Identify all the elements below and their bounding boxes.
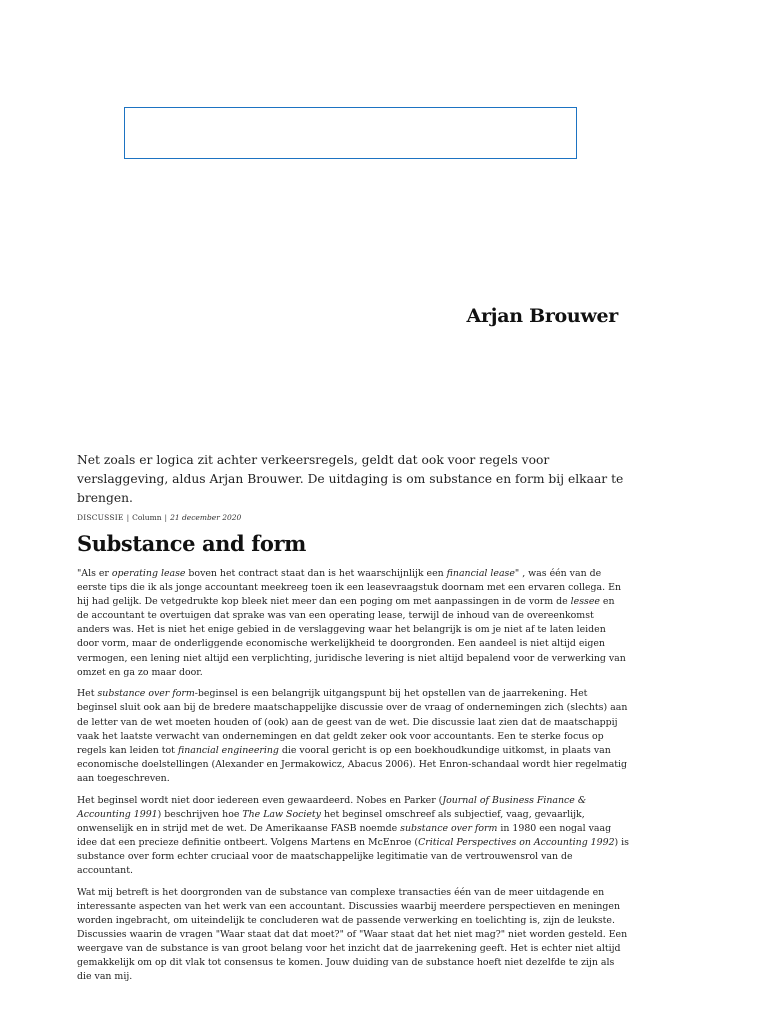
paragraph-text: ) beschrijven hoe <box>157 808 243 820</box>
paragraph-text: het beginsel omschreef als subjectief, vaag, gevaarlijk, onwenselijk en in strijd met de wet. De Amerikaanse FASB noemde <box>77 808 585 834</box>
author-name: Arjan Brouwer <box>466 305 618 327</box>
paragraph-text: " , was één van de eerste tips die ik als jonge accountant meekreeg toen ik een leasevraagstuk doornam met een ervaren collega. En hij had gelijk. De vetgedrukte kop bleek niet meer dan een poging om met aanpassingen in de vorm de <box>77 568 621 608</box>
article-body <box>77 567 629 992</box>
meta-separator: | <box>164 513 168 522</box>
italic-text: The Law Society <box>242 808 321 820</box>
category-label[interactable]: DISCUSSIE <box>77 513 124 522</box>
paragraph-text: "Als er <box>77 568 112 579</box>
article-paragraph <box>77 687 629 786</box>
ad-placeholder-box <box>124 107 577 159</box>
article-paragraph <box>77 886 629 985</box>
paragraph-text: en de accountant te overtuigen dat sprake was van een operating lease, terwijl de inhoud van de overeenkomst anders was. Het is niet het enige gebied in de verslaggeving waar het belangrijk is om je niet af te laten leiden door vorm, maar de onderliggende economische werkelijkheid te doorgronden. Een aandeel is niet altijd eigen vermogen, een lening niet altijd een verplichting, juridische levering is niet altijd bepalend voor de verwerking van omzet en ga zo maar door. <box>77 596 626 678</box>
italic-text: operating lease <box>111 568 186 579</box>
italic-text: financial engineering <box>177 744 279 756</box>
paragraph-text: Het beginsel wordt niet door iedereen even gewaardeerd. Nobes en Parker ( <box>77 794 443 806</box>
italic-text: lessee <box>570 596 600 608</box>
meta-separator: | <box>126 513 130 522</box>
paragraph-text: ) is substance over form echter cruciaal voor de maatschappelijke legitimatie van de vertrouwensrol van de accountant. <box>77 836 629 877</box>
article-title: Substance and form <box>77 531 306 556</box>
italic-text: substance over form <box>400 822 498 834</box>
italic-text: substance over form <box>97 688 195 700</box>
article-paragraph <box>77 794 629 879</box>
publish-date: 21 december 2020 <box>170 513 242 522</box>
paragraph-text: Het <box>77 688 98 700</box>
paragraph-text: Wat mij betreft is het doorgronden van de substance van complexe transacties één van de meer uitdagende en interessante aspecten van het werk van een accountant. Discussies waarbij meerdere perspectieven en meningen worden ingebracht, om uiteindelijk te concluderen wat de passende verwerking en toelichting is, zijn de leukste. Discussies waarin de vragen "Waar staat dat dat moet?" of "Waar staat dat het niet mag?" niet worden gesteld. Een weergave van de substance is van groot belang voor het inzicht dat de jaarrekening geeft. Het is echter niet altijd gemakkelijk om op dit vlak tot consensus te komen. Jouw duiding van de substance hoeft niet dezelfde te zijn als die van mij. <box>77 886 628 983</box>
italic-text: Journal of Business Finance & Accounting 1991 <box>77 794 587 820</box>
article-meta <box>77 513 241 522</box>
article-paragraph <box>77 567 629 680</box>
article-type[interactable]: Column <box>132 513 162 522</box>
paragraph-text: -beginsel is een belangrijk uitgangspunt bij het opstellen van de jaarrekening. Het beginsel sluit ook aan bij de bredere maatschappelijke discussie over de vraag of ondernemingen zich (slechts) aan de letter van de wet moeten houden of (ook) aan de geest van de wet. Die discussie laat zien dat de maatschappij vaak het laatste verwacht van ondernemingen en dat geldt zeker ook voor accountants. Een te sterke focus op regels kan leiden tot <box>77 688 628 756</box>
article-intro: Net zoals er logica zit achter verkeersregels, geldt dat ook voor regels voor verslaggeving, aldus Arjan Brouwer. De uitdaging is om substance en form bij elkaar te brengen. <box>77 453 624 505</box>
italic-text: financial lease <box>446 568 515 579</box>
paragraph-text: boven het contract staat dan is het waarschijnlijk een <box>185 568 447 579</box>
paragraph-text: in 1980 een nogal vaag idee dat een precieze definitie ontbeert. Volgens Martens en McEnroe ( <box>77 822 612 848</box>
italic-text: Critical Perspectives on Accounting 1992 <box>418 836 615 848</box>
paragraph-text: die vooral gericht is op een boekhoudkundige uitkomst, in plaats van economische doelstellingen (Alexander en Jermakowicz, Abacus 2006). Het Enron-schandaal wordt hier regelmatig aan toegeschreven. <box>77 744 628 784</box>
